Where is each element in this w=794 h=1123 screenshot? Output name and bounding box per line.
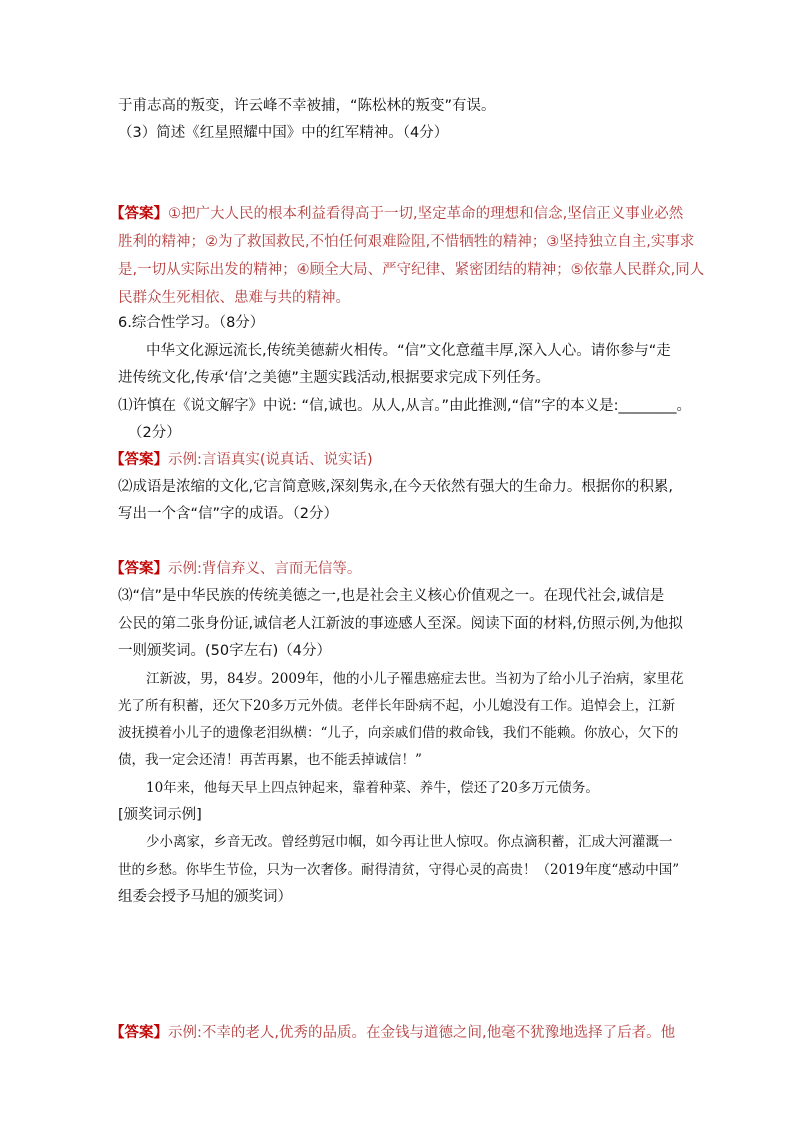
material-line-1: 江新波，男，84岁。2009年，他的小儿子罹患癌症去世。当初为了给小儿子治病，家里花 <box>146 671 684 687</box>
example-heading: [颁奖词示例] <box>118 807 202 823</box>
answer-text: 示例:背信弃义、言而无信等。 <box>168 561 362 577</box>
answer-text: 示例:言语真实(说真话、说实话) <box>168 452 373 468</box>
answer-tag: 【答案】 <box>110 561 168 577</box>
answer-tag: 【答案】 <box>110 1025 168 1041</box>
material-line-3: 波抚摸着小儿子的遗像老泪纵横：“儿子，向亲戚们借的救命钱，我们不能赖。你放心，欠下的 <box>118 725 679 741</box>
material-line-5: 10年来，他每天早上四点钟起来，靠着种菜、养牛，偿还了20多万元债务。 <box>146 780 599 796</box>
sub-question-3-line-3: 一则颁奖词。(50字左右)（4分） <box>118 643 331 659</box>
example-line-2: 世的乡愁。你毕生节俭，只为一次奢侈。耐得清贫，守得心灵的高贵！（2019年度“感动中国” <box>118 862 680 878</box>
answer-block-2 <box>110 450 373 470</box>
answer-block-1-line-3: 是,一切从实际出发的精神；④顾全大局、严守纪律、紧密团结的精神；⑤依靠人民群众,同人 <box>118 262 705 278</box>
answer-block-1-line-2: 胜利的精神；②为了救国救民,不怕任何艰难险阻,不惜牺牲的精神；③坚持独立自主,实事求 <box>118 234 695 250</box>
example-line-3: 组委会授予马旭的颁奖词） <box>118 889 292 905</box>
sub-question-1-text: ⑴许慎在《说文解字》中说: “信,诚也。从人,从言。”由此推测,“信”字的本义是: <box>118 398 619 414</box>
answer-block-1-line-1 <box>110 204 683 224</box>
sub-question-2-line-1: ⑵成语是浓缩的文化,它言简意赅,深刻隽永,在今天依然有强大的生命力。根据你的积累, <box>118 479 673 495</box>
question-6-paragraph-line-2: 进传统文化,传承‘信’之美德”主题实践活动,根据要求完成下列任务。 <box>118 370 550 386</box>
answer-text: 示例:不幸的老人,优秀的品质。在金钱与道德之间,他毫不犹豫地选择了后者。他 <box>168 1025 676 1041</box>
sub-question-1 <box>118 396 691 416</box>
sub-question-2-line-2: 写出一个含“信”字的成语。（2分） <box>118 506 338 522</box>
text-line: 于甫志高的叛变，许云峰不幸被捕，“陈松林的叛变”有误。 <box>118 98 496 114</box>
answer-block-3 <box>110 559 361 579</box>
question-3-heading: （3）简述《红星照耀中国》中的红军精神。（4分） <box>118 125 449 141</box>
sub-question-3-line-1: ⑶“信”是中华民族的传统美德之一,也是社会主义核心价值观之一。在现代社会,诚信是 <box>118 588 665 604</box>
sub-question-1-score: （2分） <box>128 425 181 441</box>
answer-tag: 【答案】 <box>110 206 168 222</box>
answer-block-1-line-4: 民群众生死相依、患难与共的精神。 <box>118 290 350 306</box>
question-6-heading: 6.综合性学习。（8分） <box>118 315 265 331</box>
sub-question-3-line-2: 公民的第二张身份证,诚信老人江新波的事迹感人至深。阅读下面的材料,仿照示例,为他拟 <box>118 616 683 632</box>
example-line-1: 少小离家，乡音无改。曾经剪冠巾帼，如今再让世人惊叹。你点滴积蓄，汇成大河灌溉一 <box>146 834 673 850</box>
question-6-paragraph-line-1: 中华文化源远流长,传统美德薪火相传。“信”文化意蕴丰厚,深入人心。请你参与“走 <box>146 343 671 359</box>
material-line-4: 债，我一定会还清！再苦再累，也不能丢掉诚信！” <box>118 752 422 768</box>
sub-question-1-end: 。 <box>676 398 692 414</box>
answer-tag: 【答案】 <box>110 452 168 468</box>
answer-blank: ________ <box>618 398 677 414</box>
answer-block-4 <box>110 1023 675 1043</box>
answer-text: ①把广大人民的根本利益看得高于一切,坚定革命的理想和信念,坚信正义事业必然 <box>168 206 684 222</box>
material-line-2: 光了所有积蓄，还欠下20多万元外债。老伴长年卧病不起，小儿媳没有工作。追悼会上，江新 <box>118 698 676 714</box>
